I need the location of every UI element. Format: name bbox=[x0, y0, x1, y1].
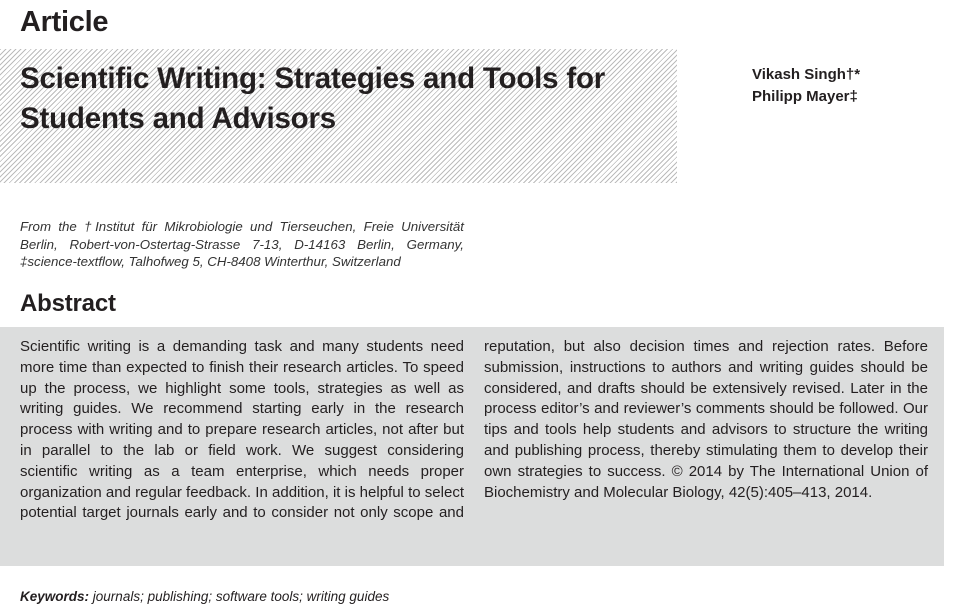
abstract-text-left: Scientific writing is a demanding task and many students need more time than expected to finish their research articles. To speed up the process, we highlight some tools, strategies as well as writing guides. We recommend starting early in the research process with writing and to prepare research articles, not after but in parallel to the lab or field work. We suggest considering scientific writing as a team enterprise, which needs proper organization and regular feedback. In addition, it is helpful to select potential target journals early and to consider not only scope and bbox=[20, 338, 464, 522]
abstract-right-column bbox=[484, 337, 928, 503]
author-list bbox=[752, 64, 860, 108]
abstract-left-column bbox=[20, 337, 464, 524]
keywords-line bbox=[20, 589, 389, 604]
article-title: Scientific Writing: Strategies and Tools for Students and Advisors bbox=[20, 62, 606, 135]
section-label: Article bbox=[20, 6, 109, 38]
author-name: Vikash Singh†* bbox=[752, 66, 861, 83]
author-affiliation: From the †Institut für Mikrobiologie und Tierseuchen, Freie Universität Berlin, Robert-von-Ostertag-Strasse 7-13, D-14163 Berlin, Germany, ‡science-textflow, Talhofweg 5, CH-8408 Winterthur, Switzerland bbox=[20, 219, 464, 269]
abstract-heading: Abstract bbox=[20, 290, 116, 317]
author-name: Philipp Mayer‡ bbox=[752, 88, 858, 105]
abstract-text-right: reputation, but also decision times and rejection rates. Before submission, instructions to authors and writing guides should be considered, and drafts should be extensively revised. Later in the process editor’s and reviewer’s comments should be followed. Our tips and tools help students and advisors to structure the writing and publishing process, thereby stimulating them to develop their own strategies to success. © 2014 by The International Union of Biochemistry and Molecular Biology, 42(5):405–413, 2014. bbox=[484, 338, 928, 501]
keywords-label: Keywords: bbox=[20, 589, 90, 604]
keywords-text: journals; publishing; software tools; writing guides bbox=[92, 589, 390, 604]
